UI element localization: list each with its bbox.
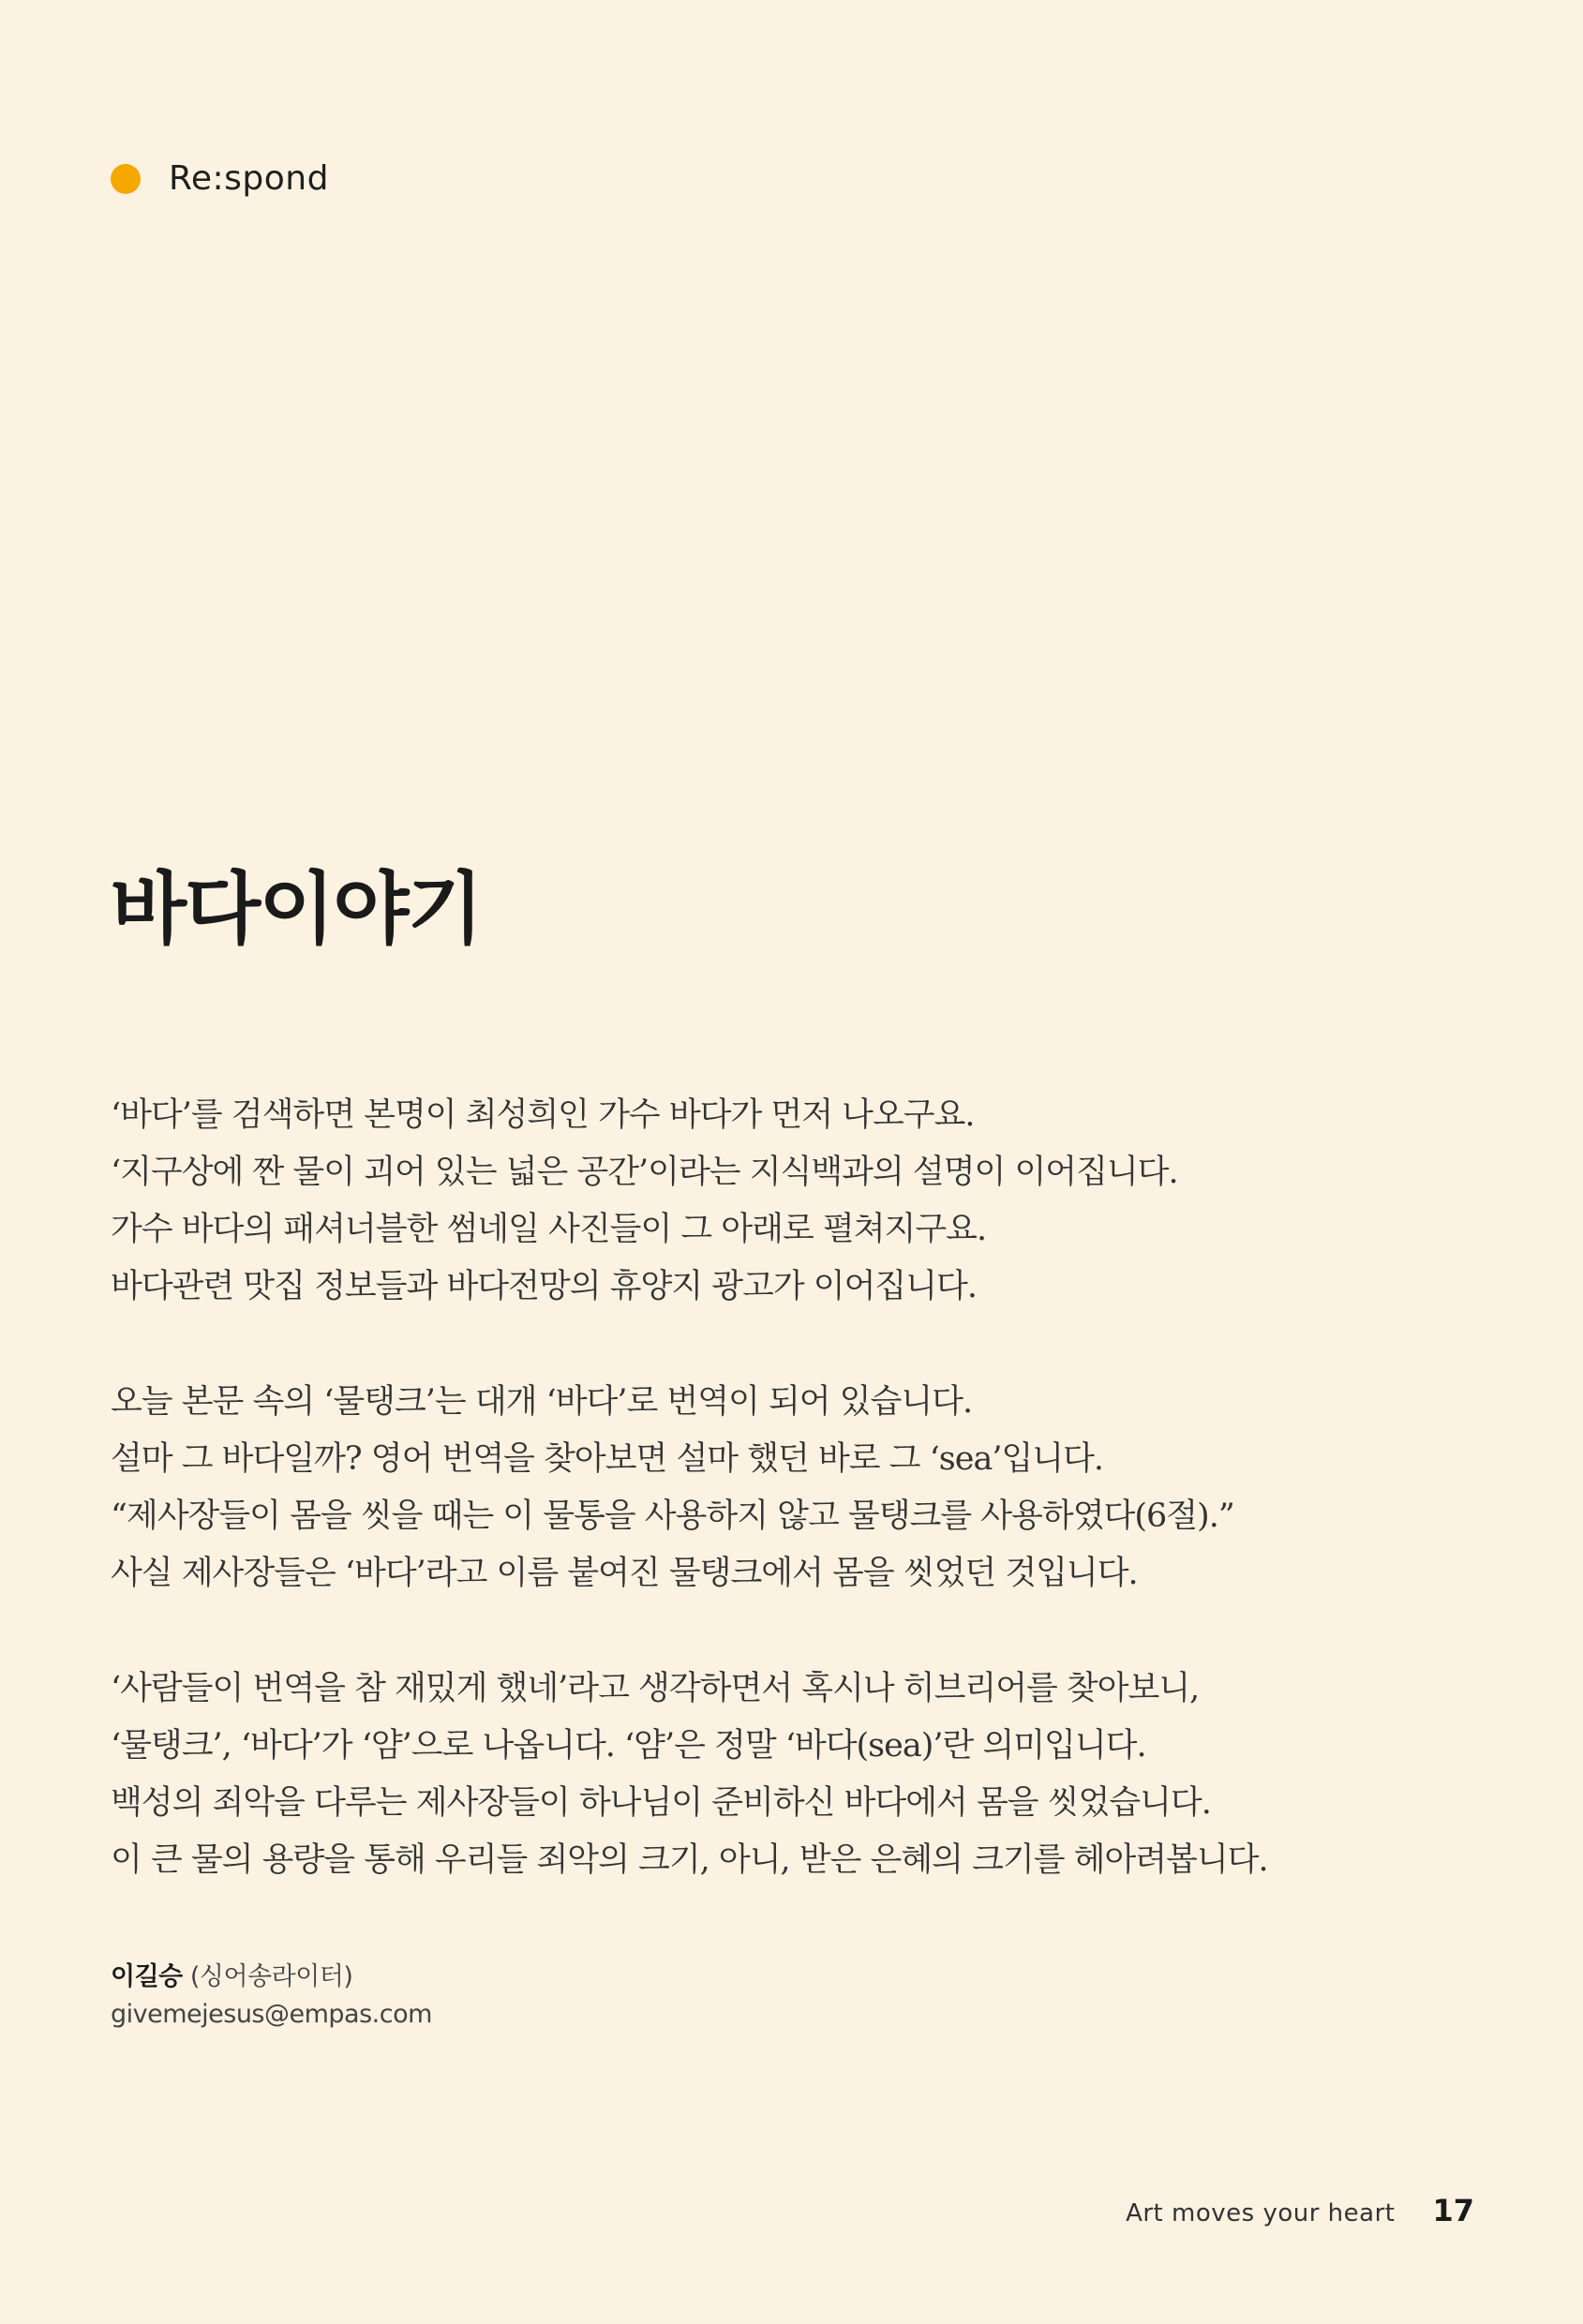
text-line: 이 큰 물의 용량을 통해 우리들 죄악의 크기, 아니, 받은 은혜의 크기를 헤아려봅니다. <box>111 1841 1268 1879</box>
text-line: 오늘 본문 속의 ‘물탱크’는 대개 ‘바다’로 번역이 되어 있습니다. <box>111 1383 973 1421</box>
text-line: 백성의 죄악을 다루는 제사장들이 하나님이 준비하신 바다에서 몸을 씻었습니다. <box>111 1784 1211 1822</box>
author-email[interactable]: givemejesus@empas.com <box>111 2000 432 2029</box>
footer-tagline: Art moves your heart <box>1126 2199 1396 2227</box>
author-credit <box>111 1959 432 1996</box>
page-number: 17 <box>1432 2193 1474 2228</box>
bullet-dot-icon <box>111 164 141 194</box>
paragraph <box>111 1374 1441 1602</box>
page-footer <box>1126 2193 1474 2228</box>
section-label: Re:spond <box>169 159 329 198</box>
text-line: 바다관련 맛집 정보들과 바다전망의 휴양지 광고가 이어집니다. <box>111 1268 977 1305</box>
text-line: “제사장들이 몸을 씻을 때는 이 물통을 사용하지 않고 물탱크를 사용하였다(6절).” <box>111 1497 1234 1535</box>
paragraph <box>111 1661 1441 1889</box>
author-role: (싱어송라이터) <box>189 1962 353 1991</box>
author-name: 이길승 <box>111 1962 183 1991</box>
article-body <box>111 1087 1441 1947</box>
text-line: 설마 그 바다일까? 영어 번역을 찾아보면 설마 했던 바로 그 ‘sea’입니다. <box>111 1440 1103 1478</box>
text-line: ‘물탱크’, ‘바다’가 ‘얌’으로 나옵니다. ‘얌’은 정말 ‘바다(sea)’란 의미입니다. <box>111 1727 1146 1765</box>
text-line: ‘바다’를 검색하면 본명이 최성희인 가수 바다가 먼저 나오구요. <box>111 1096 975 1134</box>
paragraph <box>111 1087 1441 1316</box>
text-line: 가수 바다의 패셔너블한 썸네일 사진들이 그 아래로 펼쳐지구요. <box>111 1211 987 1248</box>
article-title: 바다이야기 <box>111 862 482 955</box>
author-block <box>111 1959 432 2034</box>
section-tag <box>111 159 329 198</box>
text-line: ‘사람들이 번역을 참 재밌게 했네’라고 생각하면서 혹시나 히브리어를 찾아보니, <box>111 1670 1200 1707</box>
text-line: 사실 제사장들은 ‘바다’라고 이름 붙여진 물탱크에서 몸을 씻었던 것입니다. <box>111 1555 1138 1592</box>
text-line: ‘지구상에 짠 물이 괴어 있는 넓은 공간’이라는 지식백과의 설명이 이어집니다. <box>111 1154 1178 1191</box>
